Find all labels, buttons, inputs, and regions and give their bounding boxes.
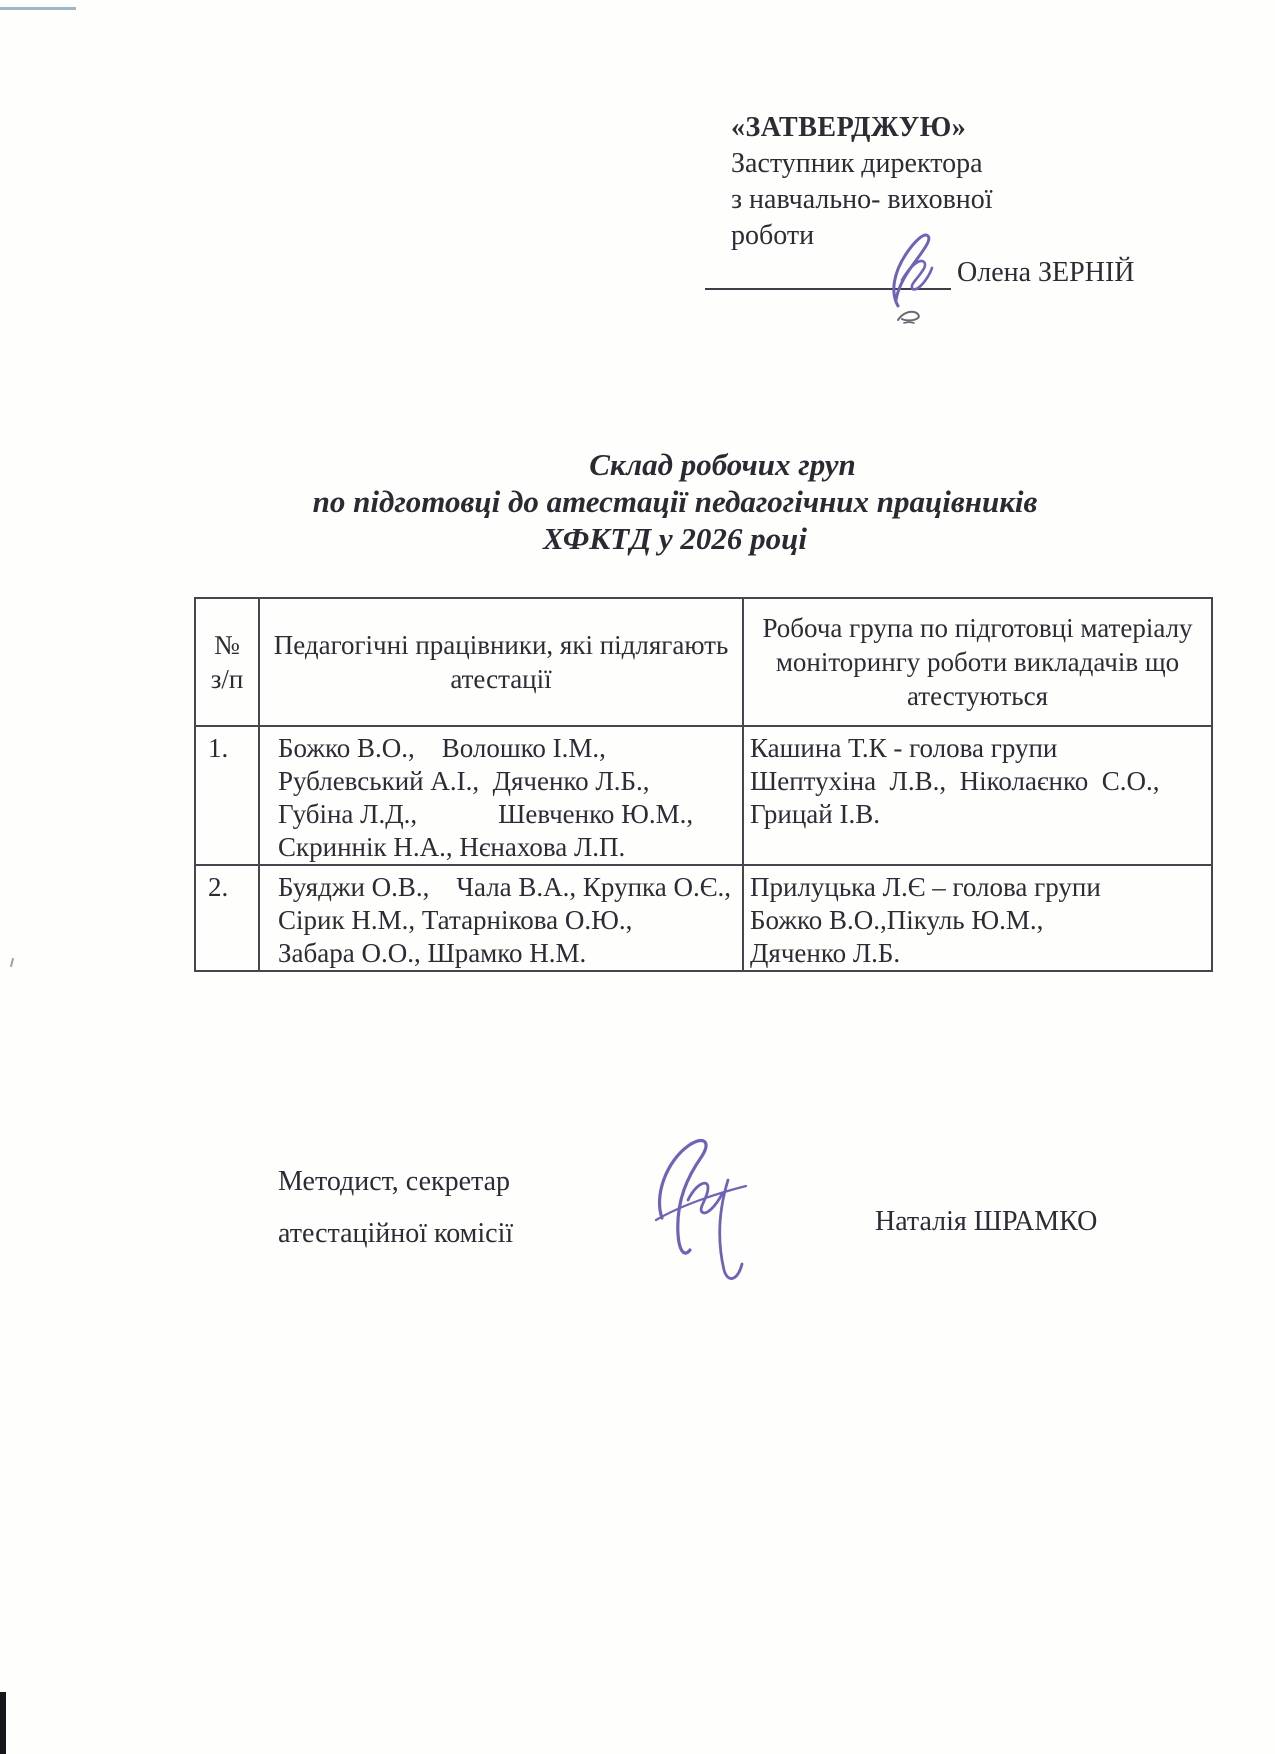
working-group-line: Грицай І.В.	[750, 799, 880, 829]
col-header-teachers	[259, 598, 743, 726]
approver-name: Олена ЗЕРНІЙ	[957, 257, 1135, 288]
approval-heading: «ЗАТВЕРДЖУЮ»	[731, 112, 967, 143]
title-line-3: ХФКТД у 2026 році	[542, 521, 808, 556]
working-group-cell	[743, 726, 1212, 865]
col-header-working-group-line: моніторингу роботи викладачів що	[775, 647, 1180, 677]
working-group-line: Прилуцька Л.Є – голова групи	[750, 872, 1101, 902]
table-row	[195, 726, 1212, 865]
working-group-cell	[743, 865, 1212, 971]
approval-line: Заступник директора	[731, 148, 983, 179]
title-line-1: Склад робочих груп	[589, 447, 856, 482]
table-header-row	[195, 598, 1212, 726]
document-title	[80, 446, 1270, 557]
secretary-role-line: атестаційної комісії	[278, 1218, 514, 1249]
scan-artifact-speck	[10, 958, 14, 967]
approval-block	[731, 110, 993, 254]
scan-artifact-top-line	[0, 7, 76, 10]
working-group-line: Шептухіна Л.В., Ніколаєнко С.О.,	[750, 766, 1160, 796]
teachers-line: Губіна Л.Д., Шевченко Ю.М.,	[278, 799, 694, 829]
col-header-teachers-line: атестації	[450, 664, 552, 694]
col-header-working-group	[743, 598, 1212, 726]
approval-line: з навчально- виховної	[731, 184, 993, 215]
teachers-line: Рублевський А.І., Дяченко Л.Б.,	[278, 766, 650, 796]
teachers-line: Божко В.О., Волошко І.М.,	[278, 733, 606, 763]
working-group-line: Кашина Т.К - голова групи	[750, 733, 1058, 763]
scan-artifact-bottom-bar	[0, 1692, 6, 1754]
col-header-teachers-line: Педагогічні працівники, які підлягають	[273, 630, 729, 660]
title-line-2: по підготовці до атестації педагогічних працівників	[312, 484, 1038, 519]
row-number-cell: 2.	[195, 865, 259, 971]
col-header-working-group-line: атестуються	[907, 681, 1048, 711]
table-row	[195, 865, 1212, 971]
secretary-name: Наталія ШРАМКО	[875, 1206, 1098, 1237]
col-header-working-group-line: Робоча група по підготовці матеріалу	[762, 613, 1193, 643]
col-header-number-line: з/п	[210, 664, 244, 694]
approval-line: роботи	[731, 220, 815, 251]
ink-mark-icon	[894, 306, 924, 326]
working-group-line: Дяченко Л.Б.	[750, 938, 901, 968]
teachers-line: Буяджи О.В., Чала В.А., Крупка О.Є.,	[278, 872, 732, 902]
teachers-line: Сірик Н.М., Татарнікова О.Ю.,	[278, 905, 633, 935]
teachers-cell	[259, 865, 743, 971]
teachers-line: Забара О.О., Шрамко Н.М.	[278, 938, 587, 968]
working-group-line: Божко В.О.,Пікуль Ю.М.,	[750, 905, 1044, 935]
secretary-role-block	[278, 1156, 513, 1260]
row-number-cell: 1.	[195, 726, 259, 865]
secretary-signature	[636, 1122, 766, 1292]
teachers-line: Скриннік Н.А., Нєнахова Л.П.	[278, 832, 626, 862]
approval-signature	[868, 222, 948, 310]
teachers-cell	[259, 726, 743, 865]
working-groups-table	[194, 597, 1213, 972]
col-header-number	[195, 598, 259, 726]
secretary-role-line: Методист, секретар	[278, 1166, 511, 1197]
col-header-number-line: №	[214, 630, 240, 660]
